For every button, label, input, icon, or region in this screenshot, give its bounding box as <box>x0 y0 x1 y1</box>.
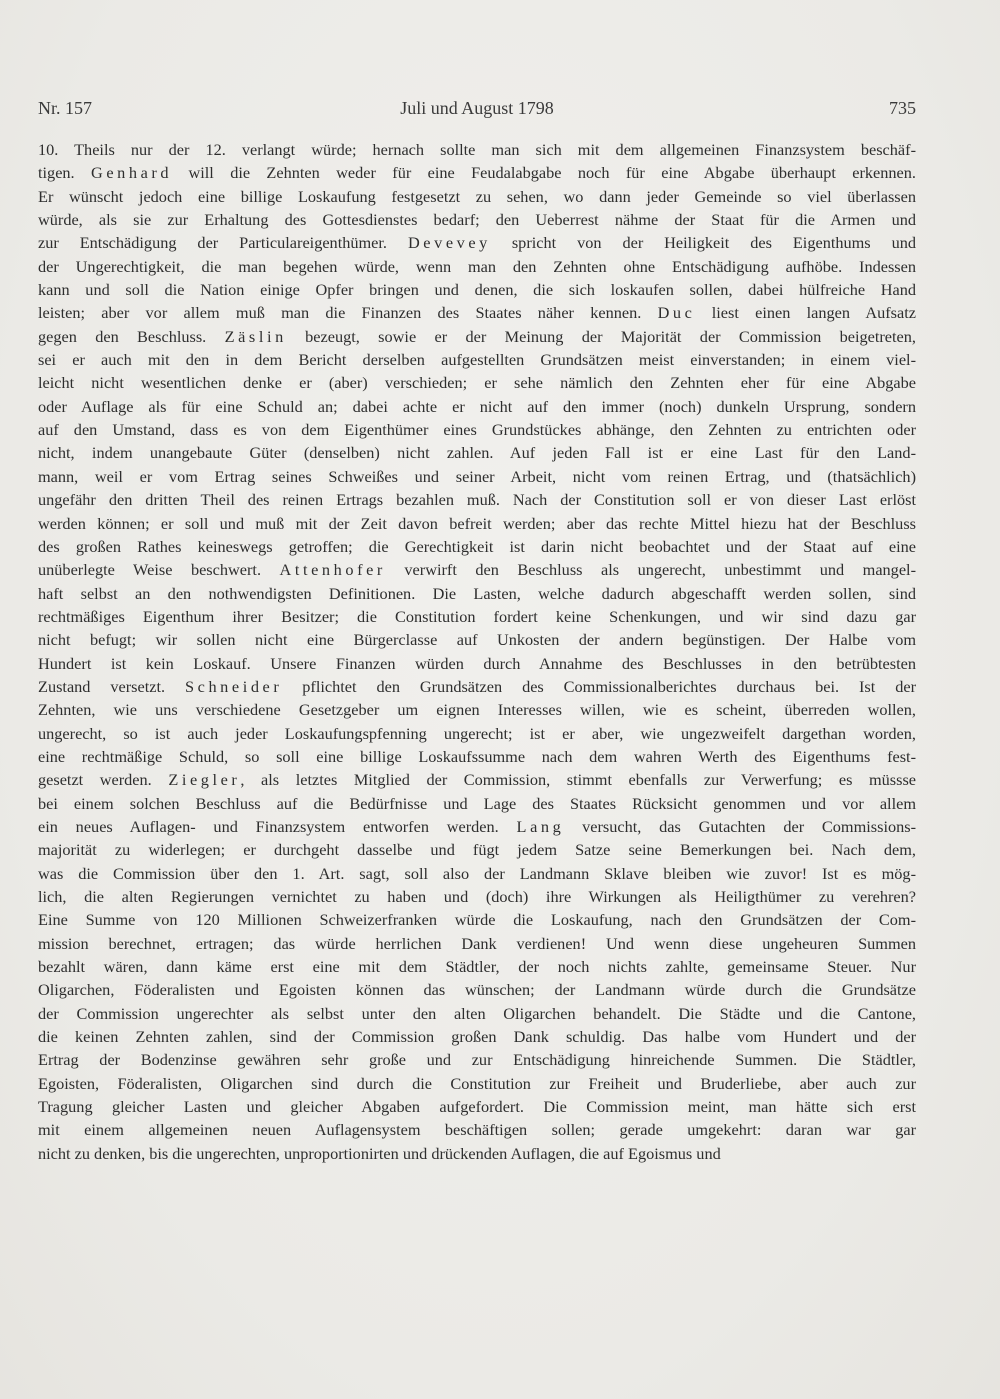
text-line <box>38 838 916 861</box>
text-line <box>38 185 916 208</box>
text-line <box>38 1118 916 1141</box>
text-segment: ein neues Auflagen- und Finanzsystem entworfen werden. <box>38 816 517 836</box>
text-line <box>38 675 916 698</box>
text-segment: versucht, das Gutachten der Commissions- <box>564 816 916 836</box>
text-segment: Ertrag der Bodenzinse gewähren sehr große und zur Entschädigung hinreichende Summen. Die Städtler, <box>38 1050 916 1070</box>
text-segment: Oligarchen, Föderalisten und Egoisten können das wünschen; der Landmann würde durch die Grundsätze <box>38 980 916 1000</box>
text-segment: oder Auflage als für eine Schuld an; dabei achte er nicht auf den immer (noch) dunkeln Ursprung, sondern <box>38 396 916 416</box>
text-segment: werden können; er soll und muß mit der Zeit davon befreit werden; aber das rechte Mittel hiezu hat der Beschluss <box>38 513 916 533</box>
text-segment: auf den Umstand, dass es von dem Eigenthümer eines Grundstückes abhänge, den Zehnten zu entrichten oder <box>38 420 916 440</box>
text-segment: bezeugt, sowie er der Meinung der Majorität der Commission beigetreten, <box>286 326 916 346</box>
text-segment: rechtmäßiges Eigenthum ihrer Besitzer; die Constitution fordert keine Schenkungen, und wir sind dazu gar <box>38 606 916 626</box>
text-segment: verwirft den Beschluss als ungerecht, unbestimmt und mangel- <box>385 560 916 580</box>
text-line <box>38 698 916 721</box>
text-line <box>38 815 916 838</box>
text-segment: 10. Theils nur der 12. verlangt würde; hernach sollte man sich mit dem allgemeinen Finanzsystem beschäf- <box>38 140 916 159</box>
text-segment: des großen Rathes keineswegs getroffen; die Gerechtigkeit ist darin nicht beobachtet und der Staat auf eine <box>38 536 916 556</box>
speaker-name: Zäslin <box>224 326 287 346</box>
text-line <box>38 535 916 558</box>
speaker-name: Ziegler <box>168 770 241 790</box>
text-segment: tigen. <box>38 163 91 183</box>
text-segment: zur Entschädigung der Particulareigenthümer. <box>38 233 408 253</box>
text-segment: spricht von der Heiligkeit des Eigenthums und <box>490 233 916 253</box>
text-line <box>38 582 916 605</box>
text-line <box>38 955 916 978</box>
text-segment: pflichtet den Grundsätzen des Commissionalberichtes durchaus bei. Ist der <box>282 676 916 696</box>
text-segment: Egoisten, Föderalisten, Oligarchen sind durch die Constitution zur Freiheit und Bruderliebe, aber auch zur <box>38 1073 916 1093</box>
text-segment: majorität zu widerlegen; er durchgeht dasselbe und fügt jedem Satze seine Bemerkungen bei. Nach dem, <box>38 840 916 860</box>
text-segment: Tragung gleicher Lasten und gleicher Abgaben aufgefordert. Die Commission meint, man hätte sich erst <box>38 1097 916 1117</box>
text-segment: bei einem solchen Beschluss auf die Bedürfnisse und Lage des Staates Rücksicht genommen und vor allem <box>38 793 916 813</box>
text-line <box>38 1025 916 1048</box>
text-segment: Hundert ist kein Loskauf. Unsere Finanzen würden durch Annahme des Beschlusses in den betrübtesten <box>38 653 916 673</box>
text-segment: Zehnten, wie uns verschiedene Gesetzgeber um eignen Interesses willen, wie es scheint, überreden wollen, <box>38 700 916 720</box>
text-segment: Er wünscht jedoch eine billige Loskaufung festgesetzt zu sehen, wo dann jeder Gemeinde so viel überlassen <box>38 186 916 206</box>
text-segment: nicht befugt; wir sollen nicht eine Bürgerclasse auf Unkosten der andern begünstigen. Der Halbe vom <box>38 630 916 650</box>
text-line <box>38 278 916 301</box>
text-segment: eine rechtmäßige Schuld, so soll eine billige Loskaufssumme nach dem wahren Werth des Eigenthums fest- <box>38 746 916 766</box>
text-segment: leisten; aber vor allem muß man die Finanzen des Staates näher kennen. <box>38 303 658 323</box>
text-segment: mit einem allgemeinen neuen Auflagensystem beschäftigen sollen; gerade umgekehrt: daran war gar <box>38 1120 916 1140</box>
text-line <box>38 558 916 581</box>
text-line <box>38 978 916 1001</box>
text-line <box>38 395 916 418</box>
speaker-name: Attenhofer <box>279 560 386 580</box>
text-segment: will die Zehnten weder für eine Feudalabgabe noch für eine Abgabe überhaupt erkennen. <box>172 163 916 183</box>
text-segment: ungerecht, so ist auch jeder Loskaufungspfenning ungerecht; ist er aber, wie ungezweifelt dargethan worden, <box>38 723 916 743</box>
date-heading: Juli und August 1798 <box>400 98 554 118</box>
text-line <box>38 488 916 511</box>
text-segment: nicht zu denken, bis die ungerechten, unproportionirten und drückenden Auflagen, die auf Egoismus und <box>38 1143 721 1163</box>
text-line <box>38 1002 916 1025</box>
text-line <box>38 1142 916 1165</box>
text-segment: der Commission ungerechter als selbst unter den alten Oligarchen behandelt. Die Städte und die Cantone, <box>38 1003 916 1023</box>
speaker-name: Genhard <box>90 163 173 183</box>
text-segment: nicht, indem unangebaute Güter (denselben) nicht zahlen. Auf jeden Fall ist er eine Last für den Land- <box>38 443 916 463</box>
text-line <box>38 722 916 745</box>
text-segment: leicht nicht wesentlichen denke er (aber) verschieden; er sehe nämlich den Zehnten eher für eine Abgabe <box>38 373 916 393</box>
text-line <box>38 255 916 278</box>
text-segment: gegen den Beschluss. <box>38 326 225 346</box>
text-segment: mann, weil er vom Ertrag seines Schweißes und seiner Arbeit, nicht vom reinen Ertrag, und (thatsächlich) <box>38 466 916 486</box>
text-segment: haft selbst an den nothwendigsten Definitionen. Die Lasten, welche dadurch abgeschafft werden sollen, sind <box>38 583 916 603</box>
text-line <box>38 301 916 324</box>
body-text <box>38 138 916 1165</box>
text-segment: , als letztes Mitglied der Commission, stimmt ebenfalls zur Verwerfung; es müssse <box>240 770 916 790</box>
speaker-name: Lang <box>516 816 565 836</box>
speaker-name: Duc <box>657 303 696 323</box>
document-number: Nr. 157 <box>38 98 92 118</box>
text-segment: der Ungerechtigkeit, die man begehen würde, wenn man den Zehnten ohne Entschädigung aufhöbe. Indessen <box>38 256 916 276</box>
text-segment: sei er auch mit den in dem Bericht derselben aufgestellten Grundsätzen meist einverstanden; in einem viel- <box>38 350 916 370</box>
page-number: 735 <box>889 98 916 118</box>
text-line <box>38 792 916 815</box>
text-line <box>38 932 916 955</box>
text-line <box>38 161 916 184</box>
text-segment: liest einen langen Aufsatz <box>695 303 916 323</box>
text-line <box>38 652 916 675</box>
text-segment: bezahlt wären, dann käme erst eine mit dem Städtler, der noch nichts zahlte, gemeinsame Steuer. Nur <box>38 957 916 977</box>
text-segment: Eine Summe von 120 Millionen Schweizerfranken würde die Loskaufung, nach den Grundsätzen der Com- <box>38 910 916 930</box>
text-line <box>38 371 916 394</box>
speaker-name: Devevey <box>407 233 491 253</box>
text-line <box>38 885 916 908</box>
text-line <box>38 465 916 488</box>
text-line <box>38 628 916 651</box>
text-line <box>38 418 916 441</box>
text-line <box>38 512 916 535</box>
text-segment: gesetzt werden. <box>38 770 169 790</box>
text-line <box>38 1048 916 1071</box>
text-line <box>38 768 916 791</box>
text-segment: kann und soll die Nation einige Opfer bringen und denen, die sich loskaufen sollen, dabei hülfreiche Hand <box>38 280 916 300</box>
text-line <box>38 325 916 348</box>
text-segment: was die Commission über den 1. Art. sagt, soll also der Landmann Sklave bleiben wie zuvor! Ist es mög- <box>38 863 916 883</box>
text-segment: Zustand versetzt. <box>38 676 185 696</box>
text-line <box>38 1072 916 1095</box>
text-line <box>38 208 916 231</box>
text-line <box>38 138 916 161</box>
text-segment: lich, die alten Regierungen vernichtet zu haben und (doch) ihre Wirkungen als Heiligthümer zu verehren? <box>38 887 916 906</box>
text-line <box>38 1095 916 1118</box>
speaker-name: Schneider <box>184 676 283 696</box>
text-segment: würde, als sie zur Erhaltung des Gottesdienstes bedarf; den Ueberrest nähme der Staat für die Armen und <box>38 210 916 230</box>
text-line <box>38 605 916 628</box>
text-segment: mission berechnet, ertragen; das würde herrlichen Dank verdienen! Und wenn diese ungeheuren Summen <box>38 933 916 953</box>
text-line <box>38 908 916 931</box>
text-line <box>38 348 916 371</box>
text-line <box>38 231 916 254</box>
text-line <box>38 441 916 464</box>
text-segment: unüberlegte Weise beschwert. <box>38 560 280 580</box>
text-line <box>38 745 916 768</box>
text-line <box>38 862 916 885</box>
text-segment: die keinen Zehnten zahlen, sind der Commission großen Dank schuldig. Das halbe vom Hundert und der <box>38 1027 916 1047</box>
running-header <box>38 96 916 120</box>
text-segment: ungefähr den dritten Theil des reinen Ertrags bezahlen muß. Nach der Constitution soll er von dieser Last erlöst <box>38 490 916 510</box>
